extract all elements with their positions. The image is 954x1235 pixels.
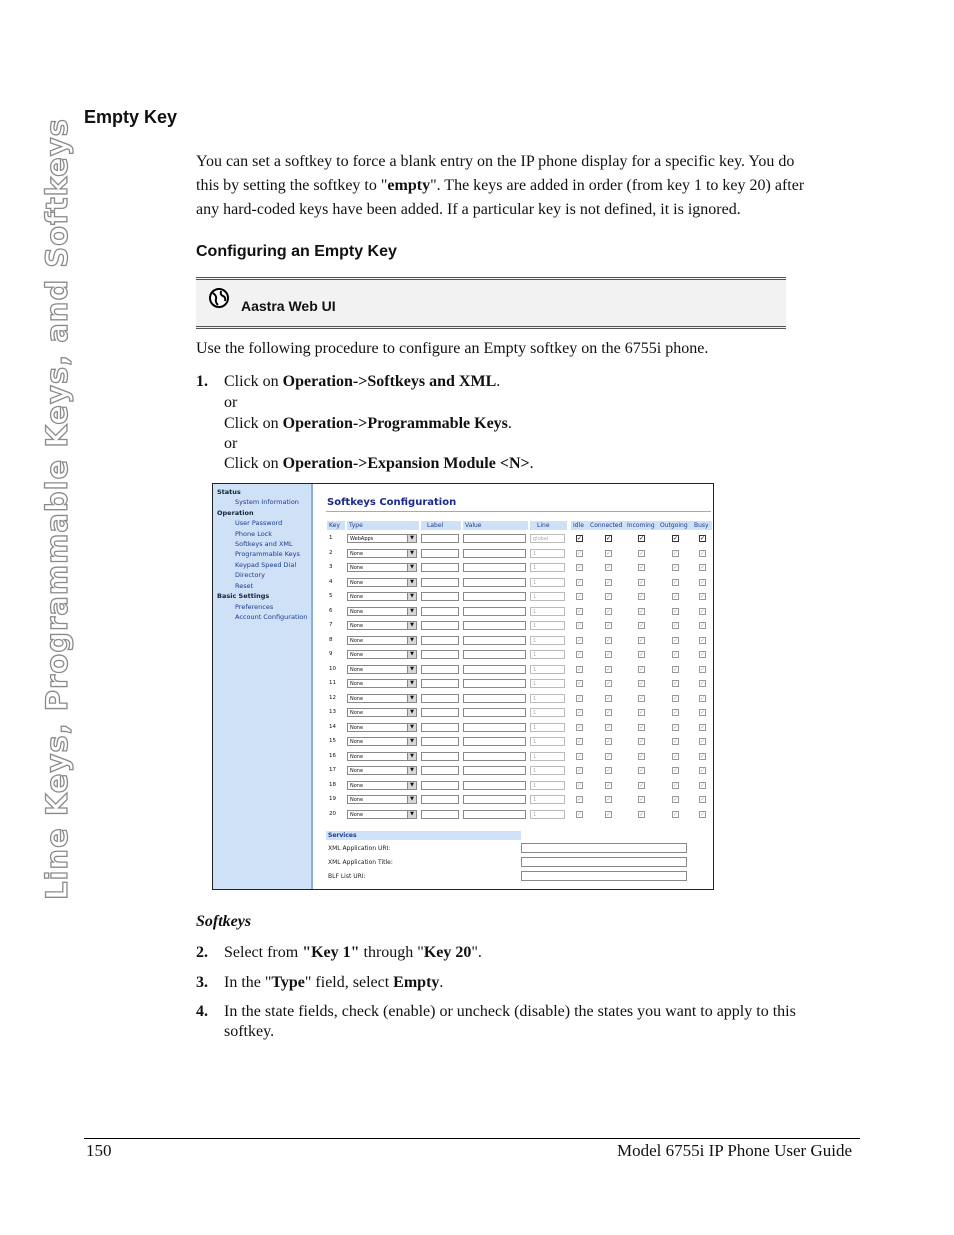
services-header: Services <box>326 831 521 840</box>
label-input[interactable] <box>421 752 459 761</box>
key-number: 11 <box>329 680 336 686</box>
nav-programmable-keys[interactable]: Programmable Keys <box>235 550 300 558</box>
softkey-row-1 <box>213 533 713 545</box>
softkey-row-18 <box>213 780 713 792</box>
nav-phone-lock[interactable]: Phone Lock <box>235 530 273 538</box>
dropdown-arrow-icon: ▼ <box>407 622 416 629</box>
key-number: 9 <box>329 651 333 657</box>
value-input[interactable] <box>463 694 526 703</box>
value-input[interactable] <box>463 621 526 630</box>
blf-uri-label: BLF List URI: <box>328 873 366 880</box>
state-checkbox[interactable]: ✓ <box>700 781 706 789</box>
state-checkbox[interactable]: ✓ <box>577 781 583 789</box>
type-select[interactable]: None ▼ <box>347 708 417 717</box>
value-input[interactable] <box>463 737 526 746</box>
state-checkbox[interactable]: ✓ <box>606 622 612 629</box>
line-select[interactable]: 1 <box>530 636 565 645</box>
label-input[interactable] <box>421 679 459 688</box>
state-checkbox[interactable]: ✓ <box>639 781 645 789</box>
softkey-row-7 <box>213 620 713 632</box>
line-select[interactable]: 1 <box>530 723 565 732</box>
key-number: 17 <box>329 767 336 773</box>
state-checkbox[interactable]: ✓ <box>639 752 645 760</box>
dropdown-arrow-icon: ▼ <box>407 593 416 600</box>
state-checkbox[interactable]: ✓ <box>700 578 706 586</box>
softkey-row-3 <box>213 562 713 574</box>
type-select[interactable]: None ▼ <box>347 636 417 645</box>
state-checkbox[interactable]: ✓ <box>577 535 583 542</box>
softkey-row-9 <box>213 649 713 661</box>
key-number: 5 <box>329 593 333 599</box>
type-select[interactable]: None ▼ <box>347 650 417 659</box>
col-idle: Idle <box>571 521 589 530</box>
state-checkbox[interactable]: ✓ <box>606 564 612 571</box>
web-ui-label: Aastra Web UI <box>241 298 336 314</box>
state-checkbox[interactable]: ✓ <box>577 593 583 600</box>
nav-keypad-speed-dial[interactable]: Keypad Speed Dial <box>235 561 297 569</box>
dropdown-arrow-icon: ▼ <box>407 637 416 644</box>
label-input[interactable] <box>421 636 459 645</box>
state-checkbox[interactable]: ✓ <box>577 810 583 818</box>
dropdown-arrow-icon: ▼ <box>407 796 416 803</box>
state-checkbox[interactable]: ✓ <box>673 723 679 731</box>
nav-softkeys-xml[interactable]: Softkeys and XML <box>235 540 293 548</box>
value-input[interactable] <box>463 795 526 804</box>
label-input[interactable] <box>421 795 459 804</box>
state-checkbox[interactable]: ✓ <box>606 709 612 716</box>
state-checkbox[interactable]: ✓ <box>673 651 679 658</box>
type-select[interactable]: None ▼ <box>347 766 417 775</box>
nav-user-password[interactable]: User Password <box>235 519 283 527</box>
state-checkbox[interactable]: ✓ <box>673 636 679 644</box>
intro-paragraph: You can set a softkey to force a blank entry on the IP phone display for a specific key. You do this by setting the softkey to "empty". The keys are added in order (from key 1 to key 20) after any hard-coded keys have been added. If a particular key is not defined, it is ignored. <box>196 153 805 218</box>
key-number: 13 <box>329 709 336 715</box>
value-input[interactable] <box>463 708 526 717</box>
subsection-heading: Configuring an Empty Key <box>196 243 397 260</box>
nav-directory[interactable]: Directory <box>235 571 265 579</box>
state-checkbox[interactable]: ✓ <box>639 665 645 673</box>
dropdown-arrow-icon: ▼ <box>407 535 416 542</box>
key-number: 3 <box>329 564 333 570</box>
globe-icon <box>208 287 230 309</box>
state-checkbox[interactable]: ✓ <box>577 564 583 571</box>
col-connected: Connected <box>589 521 626 530</box>
label-input[interactable] <box>421 766 459 775</box>
label-input[interactable] <box>421 563 459 572</box>
dropdown-arrow-icon: ▼ <box>407 724 416 731</box>
value-input[interactable] <box>463 766 526 775</box>
line-select[interactable]: global <box>530 534 565 543</box>
state-checkbox[interactable]: ✓ <box>606 593 612 600</box>
xml-title-label: XML Application Title: <box>328 859 393 866</box>
line-select[interactable]: 1 <box>530 665 565 674</box>
state-checkbox[interactable]: ✓ <box>700 723 706 731</box>
line-select[interactable]: 1 <box>530 621 565 630</box>
state-checkbox[interactable]: ✓ <box>673 593 679 600</box>
col-line: Line <box>530 521 567 530</box>
key-number: 20 <box>329 810 336 817</box>
blf-uri-input[interactable] <box>521 871 687 881</box>
state-checkbox[interactable]: ✓ <box>606 767 612 774</box>
state-checkbox[interactable]: ✓ <box>639 694 645 702</box>
key-number: 19 <box>329 796 336 802</box>
line-select[interactable]: 1 <box>530 679 565 688</box>
type-select[interactable]: None ▼ <box>347 549 417 558</box>
dropdown-arrow-icon: ▼ <box>407 651 416 658</box>
label-input[interactable] <box>421 810 459 819</box>
label-input[interactable] <box>421 607 459 616</box>
softkey-row-8 <box>213 635 713 647</box>
section-heading: Empty Key <box>84 107 178 127</box>
xml-uri-input[interactable] <box>521 843 687 853</box>
state-checkbox[interactable]: ✓ <box>639 549 645 557</box>
nav-operation[interactable]: Operation <box>217 509 254 517</box>
type-select[interactable]: None ▼ <box>347 607 417 616</box>
state-checkbox[interactable]: ✓ <box>639 651 645 658</box>
label-input[interactable] <box>421 665 459 674</box>
dropdown-arrow-icon: ▼ <box>407 782 416 789</box>
nav-reset[interactable]: Reset <box>235 582 254 590</box>
procedure-intro: Use the following procedure to configure an Empty softkey on the 6755i phone. <box>196 340 709 357</box>
state-checkbox[interactable]: ✓ <box>639 709 645 716</box>
line-select[interactable]: 1 <box>530 563 565 572</box>
softkey-row-16 <box>213 751 713 763</box>
state-checkbox[interactable]: ✓ <box>606 578 612 586</box>
state-checkbox[interactable]: ✓ <box>577 665 583 673</box>
type-select[interactable]: None ▼ <box>347 563 417 572</box>
state-checkbox[interactable]: ✓ <box>700 680 706 687</box>
state-checkbox[interactable]: ✓ <box>673 665 679 673</box>
line-select[interactable]: 1 <box>530 737 565 746</box>
col-label: Label <box>421 521 461 530</box>
label-input[interactable] <box>421 534 459 543</box>
state-checkbox[interactable]: ✓ <box>606 607 612 615</box>
guide-title: Model 6755i IP Phone User Guide <box>617 1141 852 1160</box>
state-checkbox[interactable]: ✓ <box>700 636 706 644</box>
state-checkbox[interactable]: ✓ <box>673 796 679 803</box>
type-select[interactable]: None ▼ <box>347 694 417 703</box>
line-select[interactable]: 1 <box>530 810 565 819</box>
state-checkbox[interactable]: ✓ <box>700 607 706 615</box>
state-checkbox[interactable]: ✓ <box>577 578 583 586</box>
state-checkbox[interactable]: ✓ <box>673 810 679 818</box>
value-input[interactable] <box>463 781 526 790</box>
col-type: Type <box>347 521 419 530</box>
state-checkbox[interactable]: ✓ <box>673 578 679 586</box>
state-checkbox[interactable]: ✓ <box>639 680 645 687</box>
label-input[interactable] <box>421 781 459 790</box>
type-select[interactable]: None ▼ <box>347 621 417 630</box>
col-outgoing: Outgoing <box>659 521 693 530</box>
state-checkbox[interactable]: ✓ <box>606 738 612 745</box>
state-checkbox[interactable]: ✓ <box>700 549 706 557</box>
type-select[interactable]: None ▼ <box>347 578 417 587</box>
label-input[interactable] <box>421 578 459 587</box>
label-input[interactable] <box>421 650 459 659</box>
type-select[interactable]: None ▼ <box>347 665 417 674</box>
value-input[interactable] <box>463 563 526 572</box>
key-number: 18 <box>329 781 336 788</box>
value-input[interactable] <box>463 810 526 819</box>
state-checkbox[interactable]: ✓ <box>673 622 679 629</box>
dropdown-arrow-icon: ▼ <box>407 753 416 760</box>
value-input[interactable] <box>463 534 526 543</box>
softkey-row-17 <box>213 765 713 777</box>
col-key: Key <box>327 521 345 530</box>
state-checkbox[interactable]: ✓ <box>673 738 679 745</box>
state-checkbox[interactable]: ✓ <box>577 796 583 803</box>
xml-uri-label: XML Application URI: <box>328 845 391 852</box>
dropdown-arrow-icon: ▼ <box>407 564 416 571</box>
state-checkbox[interactable]: ✓ <box>606 810 612 818</box>
state-checkbox[interactable]: ✓ <box>639 622 645 629</box>
state-checkbox[interactable]: ✓ <box>577 622 583 629</box>
col-incoming: Incoming <box>626 521 659 530</box>
state-checkbox[interactable]: ✓ <box>673 535 679 542</box>
state-checkbox[interactable]: ✓ <box>577 680 583 687</box>
state-checkbox[interactable]: ✓ <box>577 694 583 702</box>
state-checkbox[interactable]: ✓ <box>673 752 679 760</box>
state-checkbox[interactable]: ✓ <box>700 622 706 629</box>
state-checkbox[interactable]: ✓ <box>577 607 583 615</box>
key-number: 14 <box>329 723 336 730</box>
dropdown-arrow-icon: ▼ <box>407 608 416 615</box>
state-checkbox[interactable]: ✓ <box>606 694 612 702</box>
label-input[interactable] <box>421 708 459 717</box>
type-select[interactable]: None ▼ <box>347 737 417 746</box>
state-checkbox[interactable]: ✓ <box>700 752 706 760</box>
state-checkbox[interactable]: ✓ <box>606 752 612 760</box>
line-select[interactable]: 1 <box>530 752 565 761</box>
softkey-row-10 <box>213 664 713 676</box>
page-number: 150 <box>86 1141 112 1160</box>
line-select[interactable]: 1 <box>530 607 565 616</box>
value-input[interactable] <box>463 636 526 645</box>
state-checkbox[interactable]: ✓ <box>639 564 645 571</box>
value-input[interactable] <box>463 723 526 732</box>
dropdown-arrow-icon: ▼ <box>407 738 416 745</box>
nav-basic-settings[interactable]: Basic Settings <box>217 592 270 600</box>
type-select[interactable]: None ▼ <box>347 592 417 601</box>
state-checkbox[interactable]: ✓ <box>577 767 583 774</box>
state-checkbox[interactable]: ✓ <box>639 796 645 803</box>
state-checkbox[interactable]: ✓ <box>606 781 612 789</box>
state-checkbox[interactable]: ✓ <box>577 636 583 644</box>
softkey-row-20 <box>213 809 713 821</box>
state-checkbox[interactable]: ✓ <box>700 535 706 542</box>
state-checkbox[interactable]: ✓ <box>639 636 645 644</box>
dropdown-arrow-icon: ▼ <box>407 550 416 557</box>
line-select[interactable]: 1 <box>530 549 565 558</box>
state-checkbox[interactable]: ✓ <box>673 694 679 702</box>
dropdown-arrow-icon: ▼ <box>407 680 416 687</box>
state-checkbox[interactable]: ✓ <box>673 549 679 557</box>
softkey-row-15 <box>213 736 713 748</box>
footer-rule <box>84 1138 860 1139</box>
state-checkbox[interactable]: ✓ <box>606 636 612 644</box>
line-select[interactable]: 1 <box>530 766 565 775</box>
state-checkbox[interactable]: ✓ <box>639 593 645 600</box>
title-divider <box>326 511 711 512</box>
state-checkbox[interactable]: ✓ <box>700 738 706 745</box>
nav-status[interactable]: Status <box>217 488 241 496</box>
state-checkbox[interactable]: ✓ <box>606 680 612 687</box>
softkey-row-5 <box>213 591 713 603</box>
dropdown-arrow-icon: ▼ <box>407 666 416 673</box>
key-number: 10 <box>329 665 336 672</box>
softkey-row-13 <box>213 707 713 719</box>
line-select[interactable]: 1 <box>530 578 565 587</box>
dropdown-arrow-icon: ▼ <box>407 767 416 774</box>
state-checkbox[interactable]: ✓ <box>700 564 706 571</box>
line-select[interactable]: 1 <box>530 708 565 717</box>
state-checkbox[interactable]: ✓ <box>673 709 679 716</box>
line-select[interactable]: 1 <box>530 781 565 790</box>
softkey-row-6 <box>213 606 713 618</box>
key-number: 1 <box>329 535 333 541</box>
state-checkbox[interactable]: ✓ <box>639 535 645 542</box>
value-input[interactable] <box>463 679 526 688</box>
type-select[interactable]: None ▼ <box>347 679 417 688</box>
state-checkbox[interactable]: ✓ <box>606 549 612 557</box>
state-checkbox[interactable]: ✓ <box>577 723 583 731</box>
value-input[interactable] <box>463 665 526 674</box>
type-select[interactable]: WebApps ▼ <box>347 534 417 543</box>
value-input[interactable] <box>463 592 526 601</box>
state-checkbox[interactable]: ✓ <box>577 651 583 658</box>
state-checkbox[interactable]: ✓ <box>673 564 679 571</box>
label-input[interactable] <box>421 723 459 732</box>
type-select[interactable]: None ▼ <box>347 752 417 761</box>
dropdown-arrow-icon: ▼ <box>407 695 416 702</box>
state-checkbox[interactable]: ✓ <box>700 593 706 600</box>
label-input[interactable] <box>421 592 459 601</box>
key-number: 16 <box>329 752 336 759</box>
softkeys-config-title: Softkeys Configuration <box>327 497 457 508</box>
softkey-row-2 <box>213 548 713 560</box>
value-input[interactable] <box>463 607 526 616</box>
label-input[interactable] <box>421 694 459 703</box>
key-number: 4 <box>329 578 333 585</box>
state-checkbox[interactable]: ✓ <box>700 694 706 702</box>
key-number: 2 <box>329 549 333 556</box>
softkey-row-4 <box>213 577 713 589</box>
state-checkbox[interactable]: ✓ <box>639 578 645 586</box>
col-value: Value <box>463 521 528 530</box>
line-select[interactable]: 1 <box>530 795 565 804</box>
line-select[interactable]: 1 <box>530 592 565 601</box>
state-checkbox[interactable]: ✓ <box>577 738 583 745</box>
type-select[interactable]: None ▼ <box>347 810 417 819</box>
state-checkbox[interactable]: ✓ <box>700 651 706 658</box>
state-checkbox[interactable]: ✓ <box>606 651 612 658</box>
value-input[interactable] <box>463 578 526 587</box>
state-checkbox[interactable]: ✓ <box>639 767 645 774</box>
state-checkbox[interactable]: ✓ <box>673 767 679 774</box>
state-checkbox[interactable]: ✓ <box>700 796 706 803</box>
state-checkbox[interactable]: ✓ <box>639 810 645 818</box>
web-ui-banner <box>196 277 786 329</box>
nav-system-information[interactable]: System Information <box>235 498 299 506</box>
type-select[interactable]: None ▼ <box>347 795 417 804</box>
softkey-row-19 <box>213 794 713 806</box>
line-select[interactable]: 1 <box>530 650 565 659</box>
nav-account-configuration[interactable]: Account Configuration <box>235 613 308 621</box>
state-checkbox[interactable]: ✓ <box>639 607 645 615</box>
label-input[interactable] <box>421 737 459 746</box>
state-checkbox[interactable]: ✓ <box>606 665 612 673</box>
key-number: 7 <box>329 622 333 628</box>
state-checkbox[interactable]: ✓ <box>700 810 706 818</box>
state-checkbox[interactable]: ✓ <box>639 723 645 731</box>
key-number: 15 <box>329 738 336 744</box>
key-number: 12 <box>329 694 336 701</box>
state-checkbox[interactable]: ✓ <box>606 796 612 803</box>
state-checkbox[interactable]: ✓ <box>700 767 706 774</box>
key-number: 6 <box>329 607 333 614</box>
state-checkbox[interactable]: ✓ <box>673 781 679 789</box>
dropdown-arrow-icon: ▼ <box>407 579 416 586</box>
state-checkbox[interactable]: ✓ <box>577 752 583 760</box>
col-busy: Busy <box>693 521 712 530</box>
label-input[interactable] <box>421 621 459 630</box>
label-input[interactable] <box>421 549 459 558</box>
softkey-row-11 <box>213 678 713 690</box>
figure-caption: Softkeys <box>196 913 252 930</box>
dropdown-arrow-icon: ▼ <box>407 709 416 716</box>
type-select[interactable]: None ▼ <box>347 781 417 790</box>
state-checkbox[interactable]: ✓ <box>606 723 612 731</box>
softkey-row-12 <box>213 693 713 705</box>
state-checkbox[interactable]: ✓ <box>673 680 679 687</box>
state-checkbox[interactable]: ✓ <box>639 738 645 745</box>
type-select[interactable]: None ▼ <box>347 723 417 732</box>
xml-title-input[interactable] <box>521 857 687 867</box>
dropdown-arrow-icon: ▼ <box>407 811 416 818</box>
value-input[interactable] <box>463 752 526 761</box>
state-checkbox[interactable]: ✓ <box>700 709 706 716</box>
nav-preferences[interactable]: Preferences <box>235 603 274 611</box>
value-input[interactable] <box>463 650 526 659</box>
key-number: 8 <box>329 636 333 643</box>
state-checkbox[interactable]: ✓ <box>577 549 583 557</box>
state-checkbox[interactable]: ✓ <box>673 607 679 615</box>
state-checkbox[interactable]: ✓ <box>700 665 706 673</box>
softkeys-screenshot <box>212 483 714 890</box>
state-checkbox[interactable]: ✓ <box>577 709 583 716</box>
line-select[interactable]: 1 <box>530 694 565 703</box>
value-input[interactable] <box>463 549 526 558</box>
state-checkbox[interactable]: ✓ <box>606 535 612 542</box>
softkey-row-14 <box>213 722 713 734</box>
